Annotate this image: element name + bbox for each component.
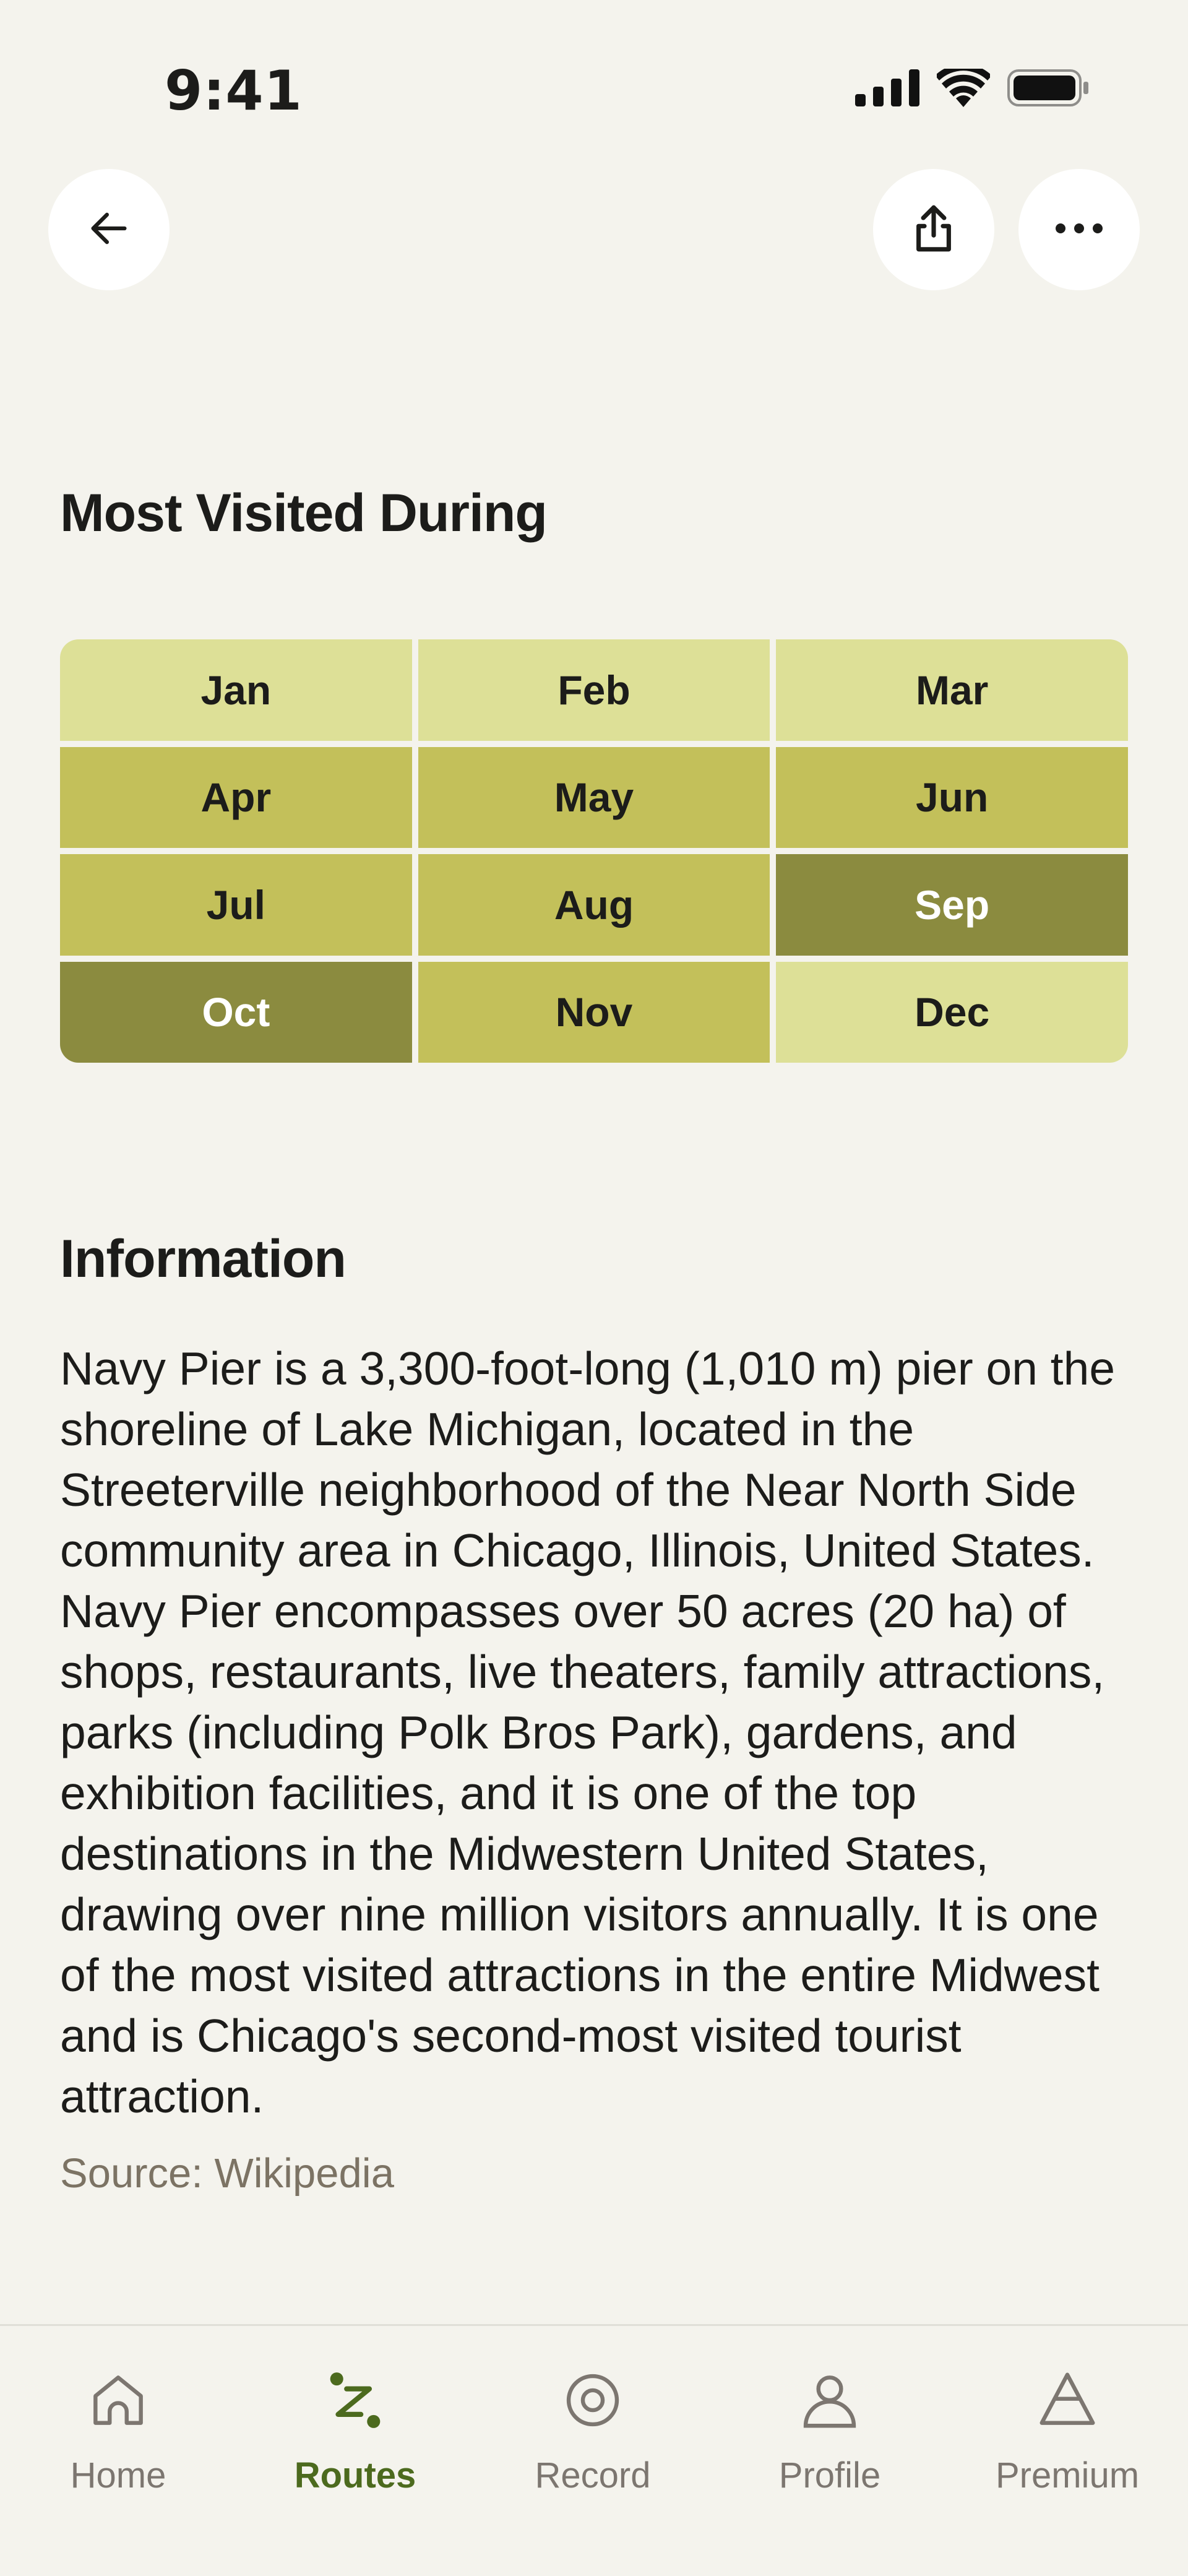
information-body: Navy Pier is a 3,300-foot-long (1,010 m) pier on the shoreline of Lake Michigan, located in the Streeterville neighborhood of the Near North Side community area in Chicago, Illinois, United States. Navy Pier encompasses over 50 acres (20 ha) of shops, restaurants, live theaters, family attractions, parks (including Polk Bros Park), gardens, and exhibition facilities, and it is one of the top destinations in the Midwestern United States, drawing over nine million visitors annually. It is one of the most visited attractions in the entire Midwest and is Chicago's second-most visited tourist attraction.	[60, 1342, 1116, 2122]
month-cell-apr: Apr	[60, 747, 412, 849]
month-cell-may: May	[418, 747, 770, 849]
tab-home[interactable]	[25, 2338, 211, 2512]
month-grid	[60, 639, 1128, 1063]
tab-record-label: Record	[535, 2455, 651, 2496]
arrow-left-icon	[85, 205, 132, 255]
more-options-button[interactable]	[1018, 169, 1140, 290]
tab-premium-label: Premium	[995, 2455, 1140, 2496]
status-icons	[855, 67, 1089, 111]
home-icon	[84, 2357, 152, 2444]
month-cell-oct: Oct	[60, 962, 412, 1063]
month-cell-nov: Nov	[418, 962, 770, 1063]
month-cell-aug: Aug	[418, 854, 770, 956]
information-source: Source: Wikipedia	[60, 2150, 394, 2197]
routes-icon	[321, 2357, 389, 2444]
tab-record[interactable]	[500, 2338, 686, 2512]
profile-icon	[796, 2357, 864, 2444]
most-visited-title: Most Visited During	[60, 483, 547, 543]
month-cell-jul: Jul	[60, 854, 412, 956]
information-title: Information	[60, 1229, 346, 1289]
tab-premium[interactable]	[975, 2338, 1160, 2512]
back-button[interactable]	[48, 169, 170, 290]
status-bar	[0, 0, 1188, 173]
tab-routes-label: Routes	[294, 2455, 416, 2496]
share-button[interactable]	[873, 169, 994, 290]
month-cell-dec: Dec	[776, 962, 1128, 1063]
tab-bar	[0, 2324, 1188, 2576]
month-cell-sep: Sep	[776, 854, 1128, 956]
tab-routes[interactable]	[262, 2338, 448, 2512]
share-icon	[906, 201, 962, 259]
tab-profile[interactable]	[737, 2338, 923, 2512]
tab-home-label: Home	[70, 2455, 166, 2496]
more-horizontal-icon	[1054, 222, 1104, 238]
status-time: 9:41	[165, 59, 303, 123]
cellular-signal-icon	[855, 69, 919, 110]
month-cell-mar: Mar	[776, 639, 1128, 741]
tab-profile-label: Profile	[778, 2455, 881, 2496]
record-icon	[559, 2357, 627, 2444]
battery-icon	[1007, 69, 1089, 110]
month-cell-jun: Jun	[776, 747, 1128, 849]
month-cell-jan: Jan	[60, 639, 412, 741]
premium-icon	[1033, 2357, 1101, 2444]
month-cell-feb: Feb	[418, 639, 770, 741]
wifi-icon	[937, 69, 990, 110]
